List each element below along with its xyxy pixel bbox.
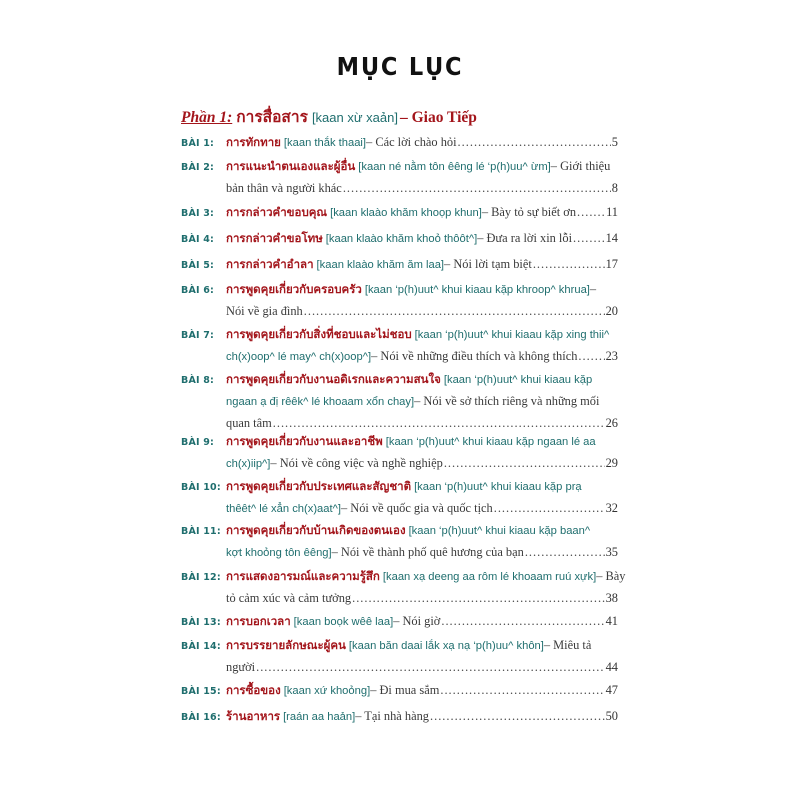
lesson-transliteration: [kaan boọk wêê laa]	[293, 616, 394, 628]
toc-entry[interactable]	[181, 430, 618, 474]
lesson-vietnamese: – Nói về những điều thích và không thích	[371, 349, 578, 363]
lesson-vietnamese: – Nói về công việc và nghề nghiệp	[270, 456, 443, 470]
toc-entry[interactable]	[181, 253, 618, 275]
lesson-transliteration: [kaan xứ khoỏng]	[283, 685, 371, 697]
toc-entry[interactable]	[181, 201, 618, 223]
lesson-thai: การซื้อของ	[226, 683, 281, 697]
lesson-vietnamese: – Các lời chào hỏi	[366, 135, 457, 149]
lesson-transliteration: [kaan ‘p(h)uut^ khui kiaau kặp khroop^ khrua]	[364, 284, 590, 296]
leader-dots	[444, 452, 605, 474]
lesson-label: BÀI 13:	[181, 617, 221, 628]
toc-entry[interactable]	[181, 278, 618, 322]
lesson-label: BÀI 11:	[181, 526, 221, 537]
lesson-vietnamese-cont: quan tâm	[226, 416, 272, 430]
lesson-transliteration-cont: kợt khoỏng tôn êêng]	[226, 547, 332, 559]
lesson-thai: การบอกเวลา	[226, 614, 291, 628]
leader-dots	[533, 253, 605, 275]
lesson-vietnamese-cont: người	[226, 660, 256, 674]
toc-entry[interactable]	[181, 705, 618, 727]
toc-entry[interactable]	[181, 155, 618, 199]
lesson-label: BÀI 15:	[181, 686, 221, 697]
page-number: 11	[606, 205, 618, 219]
lesson-label: BÀI 4:	[181, 234, 215, 245]
lesson-thai: การบรรยายลักษณะผู้คน	[226, 638, 346, 652]
toc-entry[interactable]	[181, 610, 618, 632]
page-number: 35	[605, 545, 618, 559]
lesson-thai: การพูดคุยเกี่ยวกับงานอดิเรกและความสนใจ	[226, 372, 441, 386]
lesson-vietnamese: – Đi mua sắm	[370, 683, 440, 697]
page-title: MỤC LỤC	[336, 52, 464, 81]
lesson-thai: การแสดงอารมณ์และความรู้สึก	[226, 569, 380, 583]
page-number: 26	[605, 416, 618, 430]
toc-entry[interactable]	[181, 323, 618, 367]
page-number: 44	[605, 660, 618, 674]
lesson-vietnamese: – Bày	[596, 569, 626, 583]
lesson-label: BÀI 5:	[181, 260, 215, 271]
lesson-vietnamese: – Miêu tả	[543, 638, 592, 652]
leader-dots	[573, 227, 605, 249]
page-number: 17	[605, 257, 618, 271]
lesson-transliteration: [kaan ‘p(h)uut^ khui kiaau kặp xing thii^	[414, 329, 610, 341]
page-number: 41	[605, 614, 618, 628]
lesson-thai: การพูดคุยเกี่ยวกับบ้านเกิดของตนเอง	[226, 523, 406, 537]
lesson-thai: การกล่าวคำขอบคุณ	[226, 205, 328, 219]
lesson-transliteration: [kaan klaào khăm ăm laa]	[316, 259, 445, 271]
page-number: 14	[605, 231, 618, 245]
lesson-label: BÀI 12:	[181, 572, 221, 583]
lesson-vietnamese-cont: tỏ cảm xúc và cảm tưởng	[226, 591, 352, 605]
lesson-transliteration-cont: thêêt^ lé xẳn ch(x)aat^]	[226, 503, 341, 515]
lesson-label: BÀI 2:	[181, 162, 215, 173]
lesson-thai: การกล่าวคำขอโทษ	[226, 231, 323, 245]
lesson-transliteration: [kaan băn daai lắk xạ nạ ‘p(h)uu^ khôn]	[348, 640, 544, 652]
lesson-vietnamese-cont: Nói về gia đình	[226, 304, 303, 318]
toc-entry[interactable]	[181, 634, 618, 678]
leader-dots	[440, 679, 604, 701]
lesson-vietnamese: –	[589, 282, 597, 296]
part-label: Phần 1:	[181, 109, 233, 126]
toc-entry[interactable]	[181, 227, 618, 249]
lesson-label: BÀI 6:	[181, 285, 215, 296]
leader-dots	[343, 177, 611, 199]
lesson-transliteration: [kaan klaào khăm khoọp khun]	[330, 207, 482, 219]
lesson-transliteration: [kaan ‘p(h)uut^ khui kiaau kặp prạ	[414, 481, 582, 493]
page-number: 32	[605, 501, 618, 515]
lesson-transliteration: [kaan ‘p(h)uut^ khui kiaau kặp baan^	[408, 525, 591, 537]
lesson-transliteration-cont: ch(x)oop^ lé may^ ch(x)oop^]	[226, 351, 372, 363]
lesson-vietnamese: – Nói về quốc gia và quốc tịch	[340, 501, 493, 515]
lesson-vietnamese: – Tại nhà hàng	[355, 709, 429, 723]
toc-entry[interactable]	[181, 131, 618, 153]
page-number: 23	[605, 349, 618, 363]
lesson-transliteration: [raán aa haản]	[283, 711, 356, 723]
lesson-thai: การพูดคุยเกี่ยวกับครอบครัว	[226, 282, 362, 296]
toc-entry[interactable]	[181, 565, 626, 609]
lesson-label: BÀI 3:	[181, 208, 215, 219]
lesson-transliteration: [kaan thắk thaai]	[283, 137, 367, 149]
lesson-vietnamese: – Nói lời tạm biệt	[444, 257, 532, 271]
page-number: 47	[605, 683, 618, 697]
leader-dots	[441, 610, 604, 632]
lesson-vietnamese: – Nói về thành phố quê hương của bạn	[331, 545, 524, 559]
lesson-thai: การพูดคุยเกี่ยวกับงานและอาชีพ	[226, 434, 383, 448]
lesson-vietnamese: – Nói về sở thích riêng và những mối	[414, 394, 600, 408]
lesson-thai: ร้านอาหาร	[226, 709, 281, 723]
lesson-label: BÀI 10:	[181, 482, 221, 493]
lesson-label: BÀI 14:	[181, 641, 221, 652]
page-number: 20	[605, 304, 618, 318]
lesson-label: BÀI 16:	[181, 712, 221, 723]
leader-dots	[256, 656, 605, 678]
toc-entry[interactable]	[181, 475, 618, 519]
part-vietnamese: – Giao Tiếp	[399, 109, 477, 126]
lesson-thai: การพูดคุยเกี่ยวกับประเทศและสัญชาติ	[226, 479, 412, 493]
lesson-transliteration: [kaan ‘p(h)uut^ khui kiaau kặp ngaan lé aa	[385, 436, 596, 448]
leader-dots	[494, 497, 605, 519]
toc-entry[interactable]	[181, 368, 618, 434]
page-number: 8	[611, 181, 618, 195]
page-number: 38	[605, 591, 618, 605]
part-transliteration: [kaan xừ xaản]	[311, 110, 398, 125]
lesson-vietnamese: – Bày tỏ sự biết ơn	[481, 205, 577, 219]
toc-entry[interactable]	[181, 679, 618, 701]
lesson-label: BÀI 9:	[181, 437, 215, 448]
leader-dots	[577, 201, 605, 223]
part-heading	[181, 104, 477, 129]
leader-dots	[430, 705, 605, 727]
lesson-transliteration-cont: ngaan ạ đị rêêk^ lé khoaam xổn chay]	[226, 396, 415, 408]
page-number: 5	[611, 135, 618, 149]
lesson-vietnamese: – Giới thiệu	[550, 159, 611, 173]
lesson-transliteration-cont: ch(x)iip^]	[226, 458, 271, 470]
leader-dots	[525, 541, 605, 563]
lesson-thai: การพูดคุยเกี่ยวกับสิ่งที่ชอบและไม่ชอบ	[226, 327, 412, 341]
page-number: 50	[605, 709, 618, 723]
leader-dots	[352, 587, 605, 609]
lesson-label: BÀI 8:	[181, 375, 215, 386]
page-number: 29	[605, 456, 618, 470]
part-thai: การสื่อสาร	[236, 109, 308, 126]
lesson-label: BÀI 1:	[181, 138, 215, 149]
lesson-vietnamese-cont: bản thân và người khác	[226, 181, 342, 195]
lesson-thai: การกล่าวคำอำลา	[226, 257, 314, 271]
lesson-transliteration: [kaan ‘p(h)uut^ khui kiaau kặp	[443, 374, 593, 386]
lesson-vietnamese: – Đưa ra lời xin lỗi	[477, 231, 573, 245]
lesson-transliteration: [kaan klaào khăm khoỏ thôôt^]	[325, 233, 478, 245]
lesson-transliteration: [kaan né nằm tôn êêng lé ‘p(h)uu^ ừm]	[358, 161, 551, 173]
lesson-vietnamese: – Nói giờ	[393, 614, 441, 628]
lesson-thai: การทักทาย	[226, 135, 281, 149]
toc-entry[interactable]	[181, 519, 618, 563]
lesson-thai: การแนะนำตนเองและผู้อื่น	[226, 159, 356, 173]
lesson-label: BÀI 7:	[181, 330, 215, 341]
leader-dots	[458, 131, 611, 153]
leader-dots	[304, 300, 605, 322]
leader-dots	[578, 345, 604, 367]
lesson-transliteration: [kaan xạ deeng aa rôm lé khoaam ruú xựk]	[382, 571, 597, 583]
